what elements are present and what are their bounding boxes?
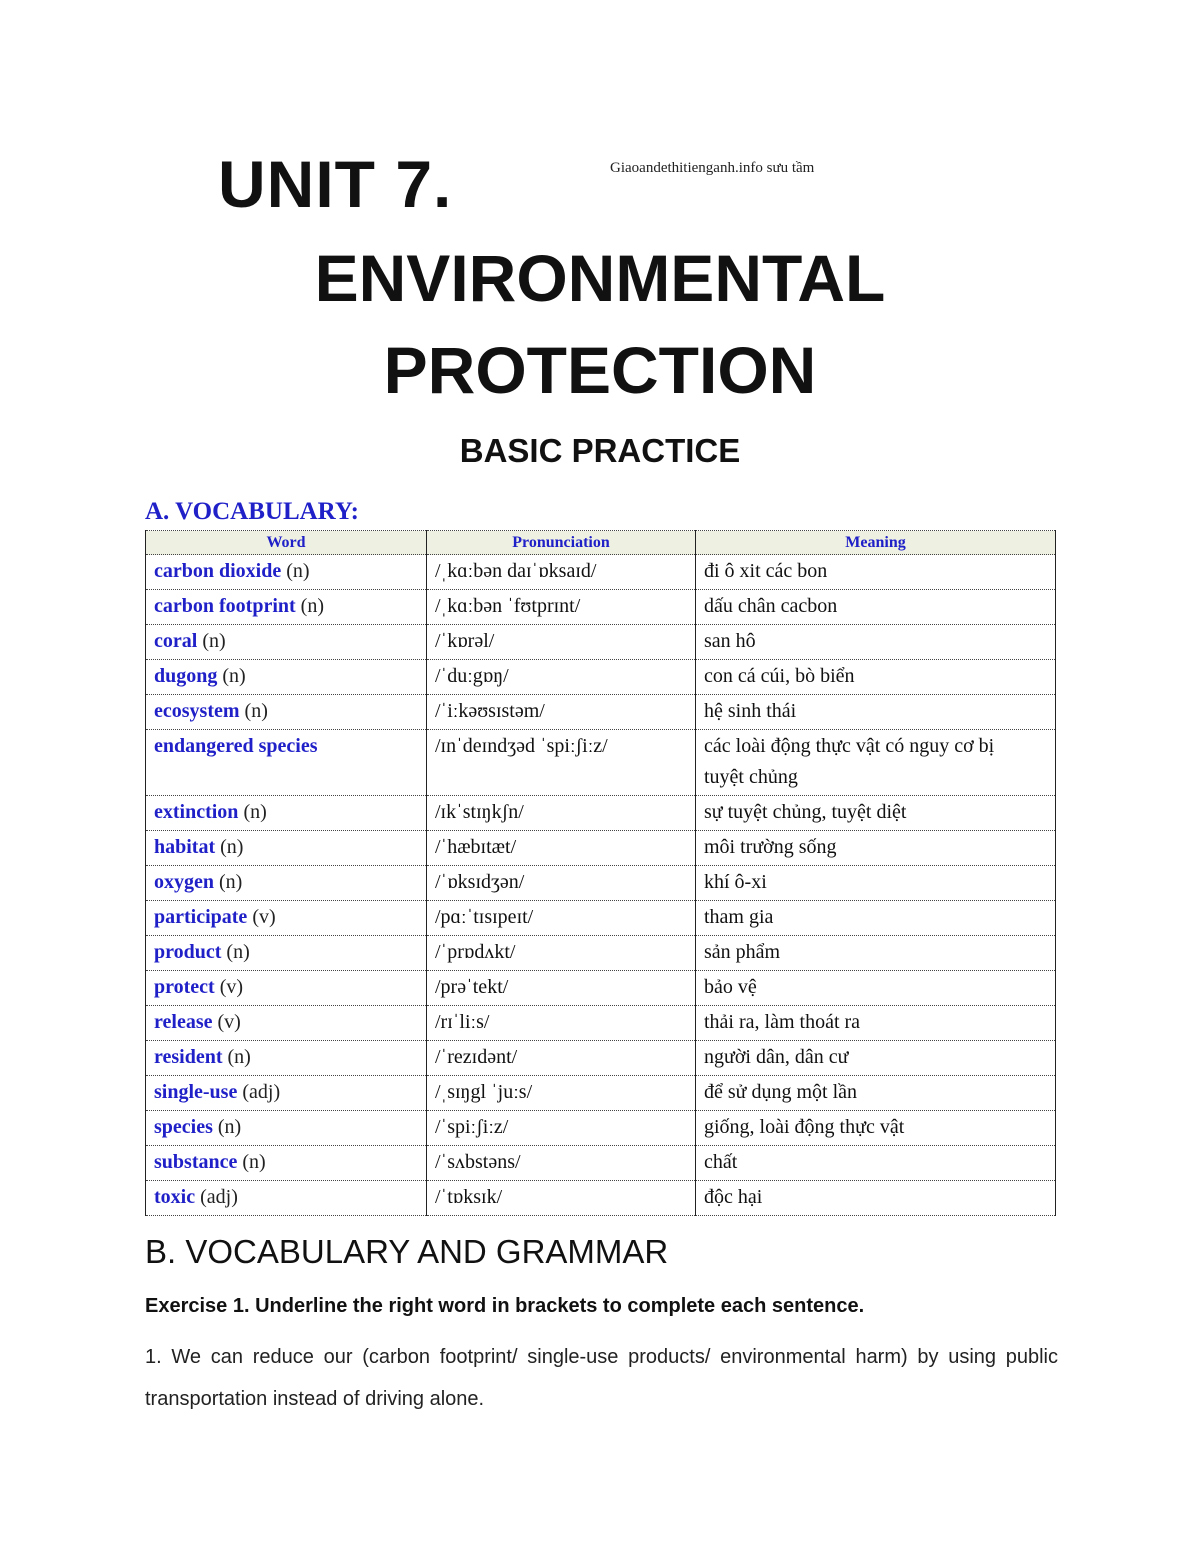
- vocab-word: dugong: [154, 665, 218, 687]
- unit-title: UNIT 7.: [218, 147, 453, 221]
- part-of-speech: (n): [217, 1116, 242, 1138]
- vocab-word: extinction: [154, 801, 239, 823]
- section-a-heading: A. VOCABULARY:: [145, 498, 359, 525]
- vocab-word-cell: [146, 1076, 427, 1111]
- vocabulary-table: [145, 530, 1056, 1216]
- table-row: [146, 625, 1056, 660]
- part-of-speech: (n): [219, 871, 243, 893]
- vocab-pronunciation: /ˌsɪŋgl ˈjuːs/: [427, 1076, 696, 1111]
- vocab-meaning: môi trường sống: [696, 831, 1056, 866]
- vocab-word-cell: [146, 1041, 427, 1076]
- table-row: [146, 796, 1056, 831]
- part-of-speech: (n): [222, 665, 246, 687]
- vocab-word: carbon dioxide: [154, 560, 282, 582]
- vocab-pronunciation: /ˈiːkəʊsɪstəm/: [427, 695, 696, 730]
- vocab-pronunciation: /ˈhæbɪtæt/: [427, 831, 696, 866]
- vocab-pronunciation: /ˈrezɪdənt/: [427, 1041, 696, 1076]
- vocab-pronunciation: /ɪkˈstɪŋkʃn/: [427, 796, 696, 831]
- vocab-word: endangered species: [154, 735, 318, 757]
- table-row: [146, 660, 1056, 695]
- table-header-row: [146, 531, 1056, 555]
- vocab-word-cell: [146, 625, 427, 660]
- part-of-speech: (n): [242, 1151, 266, 1173]
- vocab-meaning: đi ô xit các bon: [696, 555, 1056, 590]
- vocab-word: participate: [154, 906, 248, 928]
- vocab-word: release: [154, 1011, 213, 1033]
- vocab-word: carbon footprint: [154, 595, 296, 617]
- column-header-word: Word: [146, 531, 427, 555]
- vocab-meaning: sự tuyệt chủng, tuyệt diệt: [696, 796, 1056, 831]
- vocab-meaning: sản phẩm: [696, 936, 1056, 971]
- vocab-pronunciation: /ˈsʌbstəns/: [427, 1146, 696, 1181]
- vocab-pronunciation: /ˈkɒrəl/: [427, 625, 696, 660]
- vocab-word-cell: [146, 1111, 427, 1146]
- vocab-pronunciation: /ˌkɑːbən daɪˈɒksaɪd/: [427, 555, 696, 590]
- vocab-meaning: dấu chân cacbon: [696, 590, 1056, 625]
- source-note: Giaoandethitienganh.info sưu tầm: [610, 160, 815, 176]
- column-header-meaning: Meaning: [696, 531, 1056, 555]
- part-of-speech: (n): [227, 1046, 251, 1068]
- exercise-1-title: Exercise 1. Underline the right word in brackets to complete each sentence.: [145, 1295, 865, 1317]
- vocab-word: protect: [154, 976, 215, 998]
- vocab-meaning: giống, loài động thực vật: [696, 1111, 1056, 1146]
- part-of-speech: (adj): [242, 1081, 281, 1103]
- vocab-word: single-use: [154, 1081, 238, 1103]
- vocab-word-cell: [146, 695, 427, 730]
- table-row: [146, 590, 1056, 625]
- vocab-meaning: độc hại: [696, 1181, 1056, 1216]
- vocab-pronunciation: /prəˈtekt/: [427, 971, 696, 1006]
- vocab-pronunciation: /ˈduːgɒŋ/: [427, 660, 696, 695]
- part-of-speech: (n): [243, 801, 267, 823]
- part-of-speech: (n): [220, 836, 244, 858]
- vocab-meaning: con cá cúi, bò biển: [696, 660, 1056, 695]
- vocab-word: species: [154, 1116, 213, 1138]
- vocab-word: substance: [154, 1151, 238, 1173]
- vocab-word-cell: [146, 1181, 427, 1216]
- vocab-word-cell: [146, 590, 427, 625]
- vocab-word-cell: [146, 971, 427, 1006]
- part-of-speech: (n): [202, 630, 226, 652]
- table-row: [146, 730, 1056, 796]
- vocab-meaning: thải ra, làm thoát ra: [696, 1006, 1056, 1041]
- part-of-speech: (n): [244, 700, 268, 722]
- vocab-word: resident: [154, 1046, 223, 1068]
- table-row: [146, 1111, 1056, 1146]
- part-of-speech: (n): [286, 560, 310, 582]
- vocab-meaning: tham gia: [696, 901, 1056, 936]
- vocab-word-cell: [146, 936, 427, 971]
- vocab-pronunciation: /rɪˈliːs/: [427, 1006, 696, 1041]
- part-of-speech: (n): [300, 595, 324, 617]
- vocab-word-cell: [146, 796, 427, 831]
- table-row: [146, 1006, 1056, 1041]
- vocab-pronunciation: /ˈɒksɪdʒən/: [427, 866, 696, 901]
- title-line-1: ENVIRONMENTAL: [314, 241, 886, 315]
- table-row: [146, 695, 1056, 730]
- vocab-word: coral: [154, 630, 198, 652]
- vocab-word-cell: [146, 1006, 427, 1041]
- vocab-meaning: các loài động thực vật có nguy cơ bị tuyệt chủng: [696, 730, 1056, 796]
- vocab-word-cell: [146, 660, 427, 695]
- vocab-word: oxygen: [154, 871, 214, 893]
- table-row: [146, 831, 1056, 866]
- vocab-word: ecosystem: [154, 700, 240, 722]
- vocab-word-cell: [146, 730, 427, 796]
- section-b-heading: B. VOCABULARY AND GRAMMAR: [145, 1233, 669, 1270]
- table-row: [146, 1076, 1056, 1111]
- table-row: [146, 555, 1056, 590]
- vocab-word-cell: [146, 866, 427, 901]
- vocab-meaning: hệ sinh thái: [696, 695, 1056, 730]
- title-line-2: PROTECTION: [383, 333, 817, 407]
- vocab-word-cell: [146, 831, 427, 866]
- vocab-meaning: để sử dụng một lần: [696, 1076, 1056, 1111]
- vocab-pronunciation: /ˈspiːʃiːz/: [427, 1111, 696, 1146]
- vocab-pronunciation: /ɪnˈdeɪndʒəd ˈspiːʃiːz/: [427, 730, 696, 796]
- vocab-meaning: chất: [696, 1146, 1056, 1181]
- column-header-pronunciation: Pronunciation: [427, 531, 696, 555]
- exercise-1-question-1: 1. We can reduce our (carbon footprint/ single-use products/ environmental harm) by using public transportation instead of driving alone.: [145, 1346, 1058, 1410]
- vocab-meaning: người dân, dân cư: [696, 1041, 1056, 1076]
- part-of-speech: (v): [252, 906, 276, 928]
- table-row: [146, 1041, 1056, 1076]
- page-subtitle: BASIC PRACTICE: [459, 432, 741, 469]
- vocabulary-table-body: [146, 555, 1056, 1216]
- table-row: [146, 971, 1056, 1006]
- vocab-word: product: [154, 941, 222, 963]
- table-row: [146, 901, 1056, 936]
- part-of-speech: (v): [219, 976, 244, 998]
- vocab-pronunciation: /ˌkɑːbən ˈfʊtprɪnt/: [427, 590, 696, 625]
- table-row: [146, 1181, 1056, 1216]
- vocab-pronunciation: /ˈtɒksɪk/: [427, 1181, 696, 1216]
- part-of-speech: (n): [226, 941, 250, 963]
- vocab-word: toxic: [154, 1186, 196, 1208]
- table-row: [146, 866, 1056, 901]
- vocab-meaning: khí ô-xi: [696, 866, 1056, 901]
- vocab-pronunciation: /pɑːˈtɪsɪpeɪt/: [427, 901, 696, 936]
- table-row: [146, 936, 1056, 971]
- vocab-word-cell: [146, 901, 427, 936]
- vocab-word-cell: [146, 1146, 427, 1181]
- part-of-speech: (adj): [200, 1186, 238, 1208]
- part-of-speech: (v): [217, 1011, 241, 1033]
- vocab-word: habitat: [154, 836, 216, 858]
- vocab-meaning: san hô: [696, 625, 1056, 660]
- vocab-pronunciation: /ˈprɒdʌkt/: [427, 936, 696, 971]
- vocab-meaning: bảo vệ: [696, 971, 1056, 1006]
- vocab-word-cell: [146, 555, 427, 590]
- table-row: [146, 1146, 1056, 1181]
